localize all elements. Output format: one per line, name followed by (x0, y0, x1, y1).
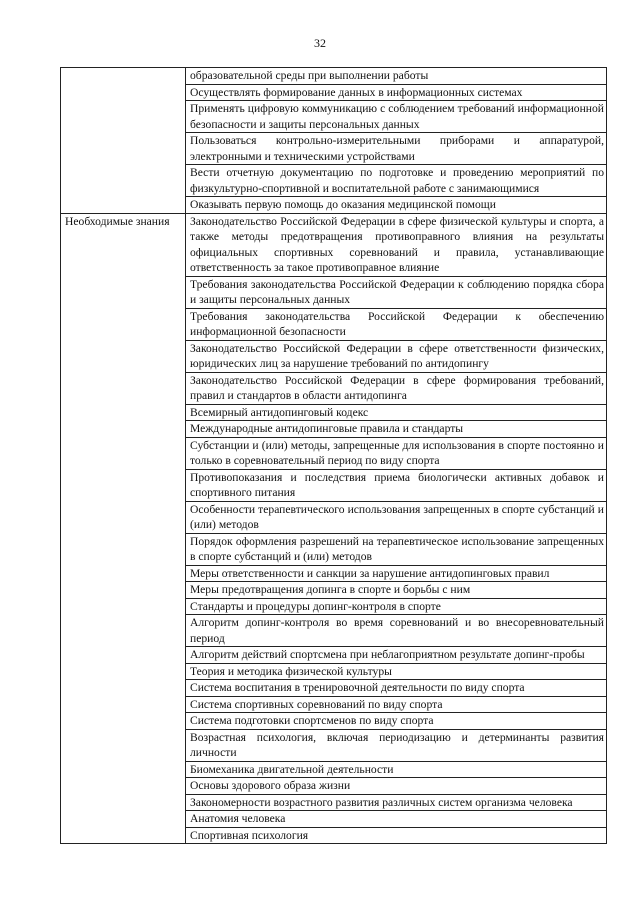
table-row (61, 68, 607, 85)
requirements-table (60, 67, 607, 844)
requirement-item: Законодательство Российской Федерации в сфере физической культуры и спорта, а также методы предотвращения противоправного влияния на результаты официальных спортивных соревнований и правила, устанавливающие ответственность за такое противоправное влияние (186, 213, 607, 276)
requirement-item: Стандарты и процедуры допинг-контроля в спорте (186, 598, 607, 615)
table-body (61, 68, 607, 844)
requirement-item: Порядок оформления разрешений на терапевтическое использование запрещенных в спорте субстанций и (или) методов (186, 533, 607, 565)
requirement-item: Меры ответственности и санкции за нарушение антидопинговых правил (186, 565, 607, 582)
requirement-item: Меры предотвращения допинга в спорте и борьбы с ним (186, 582, 607, 599)
requirement-item: Применять цифровую коммуникацию с соблюдением требований информационной безопасности и защиты персональных данных (186, 101, 607, 133)
requirement-item: Осуществлять формирование данных в информационных системах (186, 84, 607, 101)
requirement-item: образовательной среды при выполнении работы (186, 68, 607, 85)
section-label (61, 68, 186, 214)
requirement-item: Основы здорового образа жизни (186, 778, 607, 795)
requirement-item: Пользоваться контрольно-измерительными приборами и аппаратурой, электронными и техническими устройствами (186, 133, 607, 165)
requirement-item: Международные антидопинговые правила и стандарты (186, 421, 607, 438)
requirement-item: Биомеханика двигательной деятельности (186, 761, 607, 778)
requirement-item: Алгоритм допинг-контроля во время соревнований и во внесоревновательный период (186, 615, 607, 647)
requirement-item: Оказывать первую помощь до оказания медицинской помощи (186, 197, 607, 214)
requirement-item: Вести отчетную документацию по подготовке и проведению мероприятий по физкультурно-спортивной и воспитательной работе с занимающимися (186, 165, 607, 197)
requirement-item: Законодательство Российской Федерации в сфере формирования требований, правил и стандартов в области антидопинга (186, 372, 607, 404)
page-number: 32 (314, 36, 326, 50)
requirement-item: Противопоказания и последствия приема биологически активных добавок и спортивного питания (186, 469, 607, 501)
requirement-item: Законодательство Российской Федерации в сфере ответственности физических, юридических лиц за нарушение требований по антидопингу (186, 340, 607, 372)
table-row (61, 213, 607, 276)
requirement-item: Всемирный антидопинговый кодекс (186, 404, 607, 421)
requirement-item: Анатомия человека (186, 811, 607, 828)
requirement-item: Требования законодательства Российской Федерации к обеспечению информационной безопасности (186, 308, 607, 340)
requirement-item: Закономерности возрастного развития различных систем организма человека (186, 794, 607, 811)
requirement-item: Субстанции и (или) методы, запрещенные для использования в спорте постоянно и только в соревновательный период по виду спорта (186, 437, 607, 469)
requirement-item: Алгоритм действий спортсмена при неблагоприятном результате допинг-пробы (186, 647, 607, 664)
requirement-item: Особенности терапевтического использования запрещенных в спорте субстанций и (или) методов (186, 501, 607, 533)
requirement-item: Теория и методика физической культуры (186, 663, 607, 680)
section-label: Необходимые знания (61, 213, 186, 844)
requirement-item: Система воспитания в тренировочной деятельности по виду спорта (186, 680, 607, 697)
requirement-item: Возрастная психология, включая периодизацию и детерминанты развития личности (186, 729, 607, 761)
requirement-item: Спортивная психология (186, 827, 607, 844)
requirement-item: Система спортивных соревнований по виду спорта (186, 696, 607, 713)
requirement-item: Требования законодательства Российской Федерации к соблюдению порядка сбора и защиты персональных данных (186, 276, 607, 308)
requirement-item: Система подготовки спортсменов по виду спорта (186, 713, 607, 730)
